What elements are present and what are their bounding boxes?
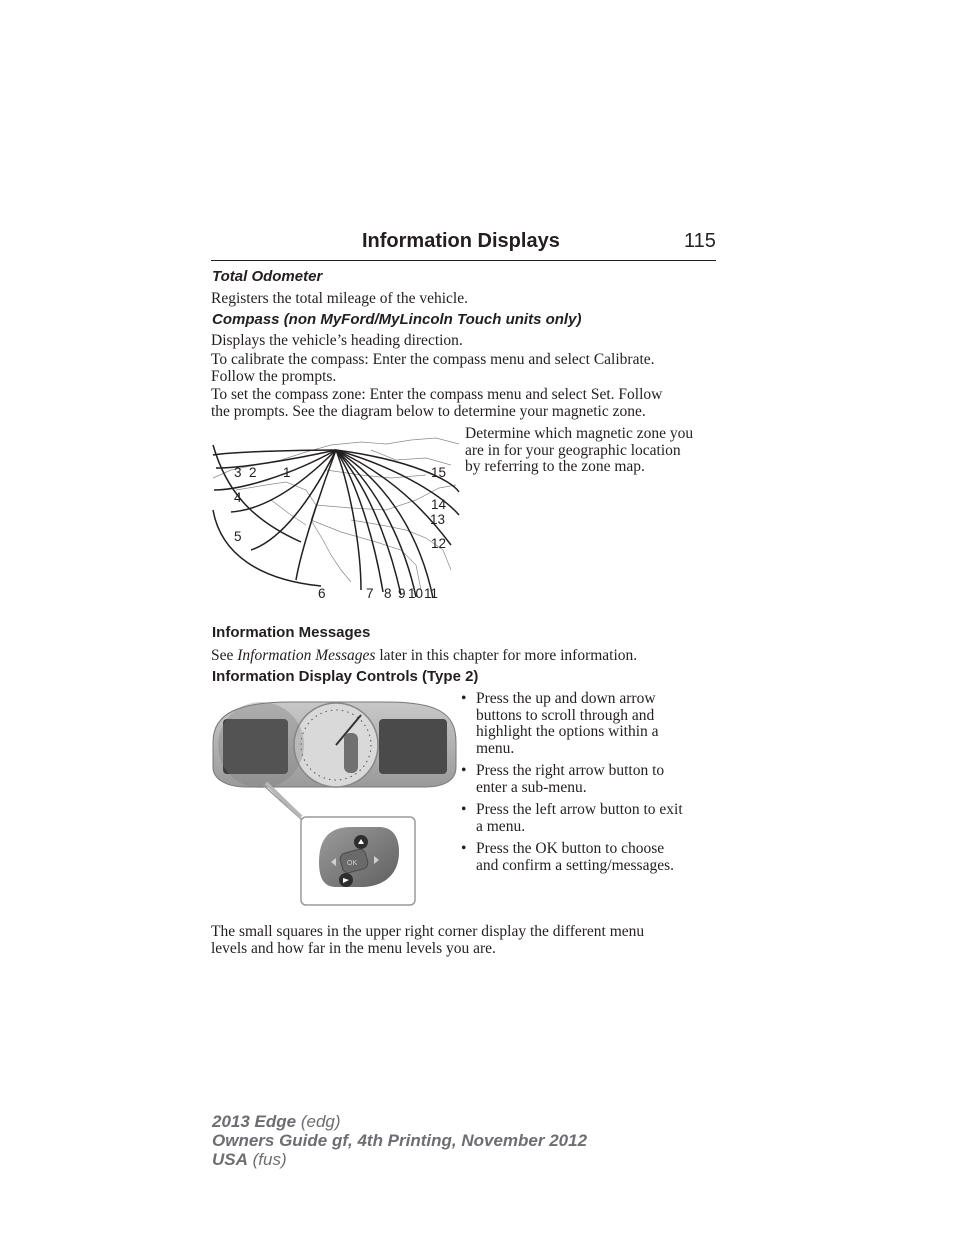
footer-market: USA (212, 1150, 248, 1169)
zone-label-1: 1 (283, 465, 291, 480)
closing-line1: The small squares in the upper right corner display the different menu (211, 923, 645, 940)
zone-label-4: 4 (234, 490, 242, 505)
zone-label-11: 11 (424, 586, 439, 601)
zone-caption-line1: Determine which magnetic zone you (465, 425, 694, 442)
bullet-line: • Press the left arrow button to exit (476, 801, 683, 818)
zone-label-6: 6 (318, 586, 326, 601)
compass-p2 (211, 352, 655, 385)
zone-label-14: 14 (431, 497, 447, 512)
bullet-line: buttons to scroll through and (476, 706, 655, 724)
zone-label-15: 15 (431, 465, 447, 480)
odometer-text: Registers the total mileage of the vehicle. (211, 290, 468, 307)
messages-text-before: See (211, 647, 238, 664)
header-rule (211, 260, 716, 261)
compass-p3 (211, 387, 662, 420)
bullet-item (461, 691, 716, 757)
footer-line1 (212, 1112, 587, 1131)
bullet-line: and confirm a setting/messages. (476, 856, 675, 874)
footer-line3 (212, 1150, 587, 1169)
zone-label-2: 2 (249, 465, 257, 480)
messages-link[interactable]: Information Messages (237, 647, 376, 664)
bullet-list (461, 691, 716, 874)
footer-line2: Owners Guide gf, 4th Printing, November 2012 (212, 1131, 588, 1150)
footer-market-code: (fus) (247, 1150, 287, 1169)
compass-p2-line2: Follow the prompts. (211, 367, 337, 385)
bullet-line: enter a sub-menu. (476, 778, 587, 796)
zone-map-caption (465, 426, 693, 476)
page-number: 115 (684, 230, 716, 252)
footer (212, 1112, 587, 1169)
odometer-heading: Total Odometer (212, 268, 323, 285)
zone-labels (234, 465, 447, 601)
zone-caption-line2: are in for your geographic location (465, 441, 681, 459)
messages-text (211, 648, 637, 665)
zone-label-10: 10 (408, 586, 424, 601)
zone-caption-line3: by referring to the zone map. (465, 458, 645, 475)
controls-heading: Information Display Controls (Type 2) (212, 668, 479, 685)
highlight-circle (218, 702, 304, 788)
bullet-line: • Press the up and down arrow (476, 690, 656, 707)
map-land-outline (213, 438, 459, 590)
bullet-line: highlight the options within a (476, 723, 659, 740)
callout-line-b (266, 783, 301, 817)
closing-paragraph (211, 924, 644, 957)
controls-bullets (461, 691, 716, 880)
bullet-line: a menu. (476, 817, 526, 835)
bullet-item (461, 763, 716, 796)
messages-heading: Information Messages (212, 624, 371, 641)
compass-p3-line1: To set the compass zone: Enter the compass menu and select Set. Follow (211, 386, 663, 403)
footer-model-code: (edg) (296, 1112, 341, 1131)
magnetic-zone-map (211, 430, 461, 605)
gauge-indicator (344, 733, 358, 773)
compass-p3-line2: the prompts. See the diagram below to determine your magnetic zone. (211, 402, 646, 420)
messages-text-after: later in this chapter for more information. (375, 647, 638, 664)
zone-label-3: 3 (234, 465, 242, 480)
bullet-item (461, 802, 716, 835)
zone-label-8: 8 (384, 586, 392, 601)
zone-label-9: 9 (398, 586, 406, 601)
ok-button-label: OK (347, 860, 358, 867)
cluster-illustration (211, 697, 461, 909)
footer-model: 2013 Edge (212, 1112, 297, 1131)
compass-p1: Displays the vehicle’s heading direction. (211, 332, 463, 349)
bullet-line: • Press the OK button to choose (476, 840, 665, 857)
bullet-line: • Press the right arrow button to (476, 762, 665, 779)
compass-p2-line1: To calibrate the compass: Enter the compass menu and select Calibrate. (211, 351, 655, 368)
zone-label-13: 13 (430, 512, 446, 527)
compass-heading: Compass (non MyFord/MyLincoln Touch units only) (212, 311, 582, 328)
bullet-item (461, 841, 716, 874)
page-title: Information Displays (362, 230, 560, 252)
closing-line2: levels and how far in the menu levels you are. (211, 939, 496, 957)
zone-label-12: 12 (431, 536, 447, 551)
zone-label-7: 7 (366, 586, 374, 601)
right-display-screen (379, 719, 447, 774)
bullet-line: menu. (476, 739, 515, 757)
zone-label-5: 5 (234, 529, 242, 544)
